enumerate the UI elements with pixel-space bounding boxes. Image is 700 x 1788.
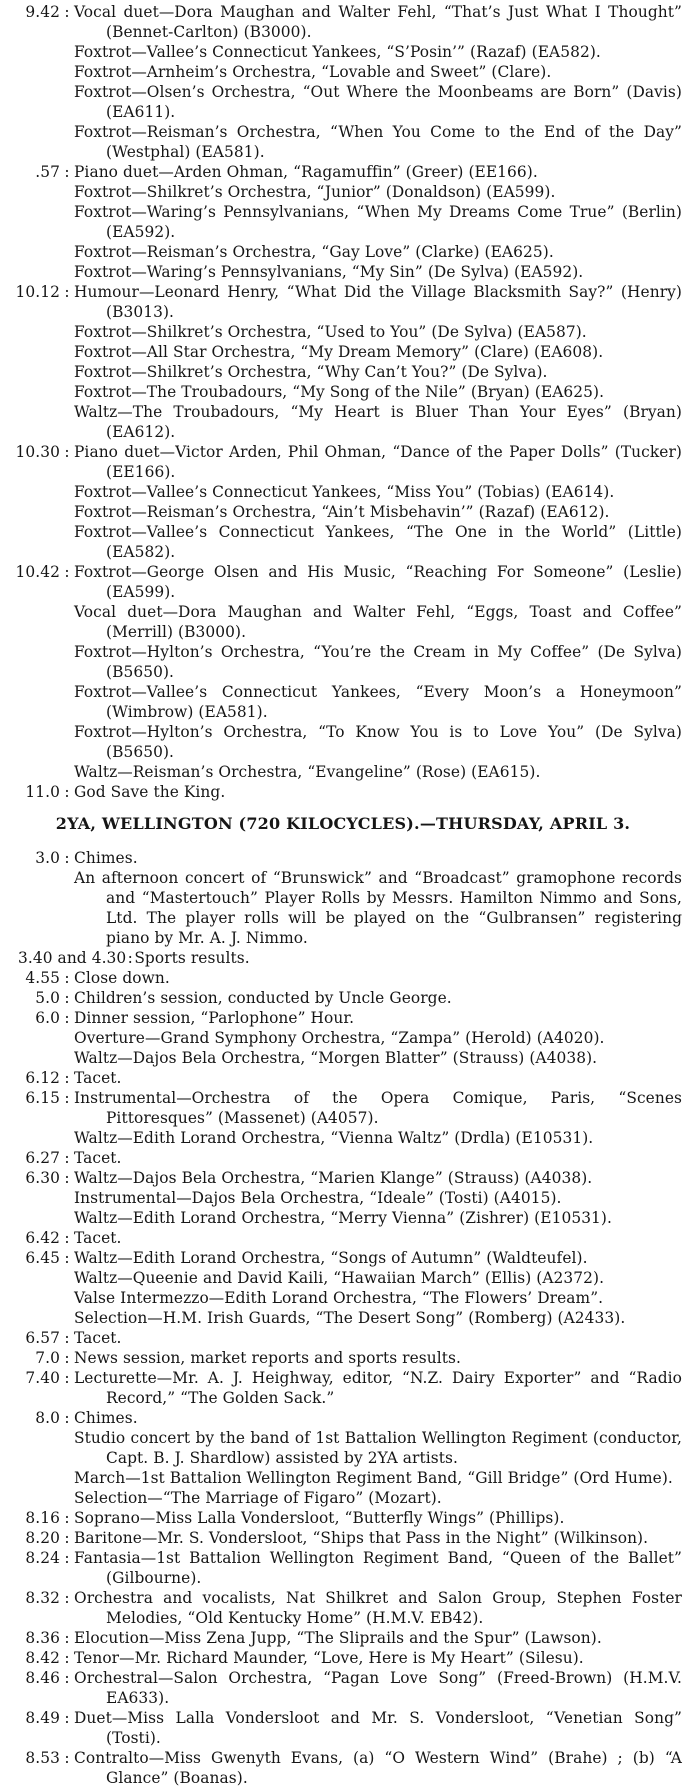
programme-entry: Selection—“The Marriage of Figaro” (Mozart). bbox=[74, 1489, 442, 1507]
slot-time: 8.32 bbox=[25, 1589, 60, 1607]
programme-entry: Sports results. bbox=[134, 949, 250, 967]
slot-time: 6.45 bbox=[25, 1249, 60, 1267]
slot-separator: : bbox=[64, 1069, 70, 1087]
slot-separator: : bbox=[64, 1629, 70, 1647]
programme-entry: Lecturette—Mr. A. J. Heighway, editor, “N.Z. Dairy Exporter” and “Radio Record,” “The Golden Sack.” bbox=[74, 1369, 682, 1407]
programme-slot bbox=[4, 1148, 682, 1168]
programme-entry: Foxtrot—Shilkret’s Orchestra, “Used to You” (De Sylva) (EA587). bbox=[74, 323, 587, 341]
slot-entries bbox=[74, 1588, 682, 1628]
programme-slot bbox=[4, 1508, 682, 1528]
programme-slot bbox=[4, 948, 682, 968]
programme-entry: Dinner session, “Parlophone” Hour. bbox=[74, 1009, 355, 1027]
slot-separator: : bbox=[64, 1509, 70, 1527]
slot-entries bbox=[134, 948, 682, 968]
programme-entry: Overture—Grand Symphony Orchestra, “Zampa” (Herold) (A4020). bbox=[74, 1029, 605, 1047]
slot-time: 8.20 bbox=[25, 1529, 60, 1547]
slot-entries bbox=[74, 1408, 682, 1508]
slot-separator: : bbox=[64, 989, 70, 1007]
slot-time: 8.42 bbox=[25, 1649, 60, 1667]
slot-separator: : bbox=[64, 783, 70, 801]
slot-separator: : bbox=[64, 849, 70, 867]
programme-slot bbox=[4, 848, 682, 948]
slot-entries bbox=[74, 1168, 682, 1228]
programme-entry: Children’s session, conducted by Uncle George. bbox=[74, 989, 452, 1007]
slot-entries bbox=[74, 282, 682, 442]
programme-entry: Waltz—Dajos Bela Orchestra, “Morgen Blatter” (Strauss) (A4038). bbox=[74, 1049, 598, 1067]
slot-time: 6.57 bbox=[25, 1329, 60, 1347]
programme-entry: Foxtrot—Arnheim’s Orchestra, “Lovable and Sweet” (Clare). bbox=[74, 63, 552, 81]
programme-slot bbox=[4, 968, 682, 988]
programme-slot bbox=[4, 162, 682, 282]
slot-separator: : bbox=[64, 283, 70, 301]
programme-entry: Humour—Leonard Henry, “What Did the Village Blacksmith Say?” (Henry) (B3013). bbox=[74, 283, 682, 321]
slot-separator: : bbox=[64, 1409, 70, 1427]
slot-separator: : bbox=[64, 563, 70, 581]
slot-separator: : bbox=[64, 1249, 70, 1267]
slot-separator: : bbox=[64, 1009, 70, 1027]
slot-time: 8.49 bbox=[25, 1709, 60, 1727]
slot-time: 11.0 bbox=[25, 783, 60, 801]
slot-time: 7.40 bbox=[25, 1369, 60, 1387]
programme-entry: Foxtrot—Shilkret’s Orchestra, “Why Can’t You?” (De Sylva). bbox=[74, 363, 548, 381]
programme-slot bbox=[4, 1368, 682, 1408]
slot-separator: : bbox=[64, 443, 70, 461]
slot-entries bbox=[74, 1368, 682, 1408]
slot-separator: : bbox=[64, 1589, 70, 1607]
programme-entry: Duet—Miss Lalla Vondersloot and Mr. S. Vondersloot, “Venetian Song” (Tosti). bbox=[74, 1709, 682, 1747]
programme-entry: Foxtrot—Hylton’s Orchestra, “To Know You is to Love You” (De Sylva) (B5650). bbox=[74, 723, 682, 761]
programme-entry: Foxtrot—Olsen’s Orchestra, “Out Where the Moonbeams are Born” (Davis) (EA611). bbox=[74, 83, 682, 121]
programme-slot bbox=[4, 1408, 682, 1508]
programme-entry: Selection—H.M. Irish Guards, “The Desert Song” (Romberg) (A2433). bbox=[74, 1309, 626, 1327]
programme-slot bbox=[4, 1748, 682, 1788]
slot-entries bbox=[74, 1548, 682, 1588]
slot-entries bbox=[74, 1148, 682, 1168]
slot-time: 8.46 bbox=[25, 1669, 60, 1687]
slot-time: 9.42 bbox=[25, 3, 60, 21]
programme-entry: Foxtrot—Waring’s Pennsylvanians, “When My Dreams Come True” (Berlin) (EA592). bbox=[74, 203, 682, 241]
slot-time: 3.40 and 4.30 bbox=[18, 949, 127, 967]
programme-entry: God Save the King. bbox=[74, 783, 226, 801]
slot-entries bbox=[74, 848, 682, 948]
slot-entries bbox=[74, 1348, 682, 1368]
slot-time: 6.27 bbox=[25, 1149, 60, 1167]
slot-time: 6.42 bbox=[25, 1229, 60, 1247]
programme-slot bbox=[4, 1528, 682, 1548]
programme-entry: Foxtrot—Reisman’s Orchestra, “When You Come to the End of the Day” (Westphal) (EA581). bbox=[74, 123, 682, 161]
slot-time: 8.36 bbox=[25, 1629, 60, 1647]
slot-entries bbox=[74, 442, 682, 562]
slot-entries bbox=[74, 1628, 682, 1648]
slot-entries bbox=[74, 162, 682, 282]
slot-separator: : bbox=[127, 949, 133, 967]
programme-entry: Waltz—Edith Lorand Orchestra, “Vienna Waltz” (Drdla) (E10531). bbox=[74, 1129, 594, 1147]
programme-entry: Soprano—Miss Lalla Vondersloot, “Butterfly Wings” (Phillips). bbox=[74, 1509, 565, 1527]
slot-entries bbox=[74, 1228, 682, 1248]
programme-entry: Piano duet—Victor Arden, Phil Ohman, “Dance of the Paper Dolls” (Tucker) (EE166). bbox=[74, 443, 682, 481]
programme-entry: Fantasia—1st Battalion Wellington Regiment Band, “Queen of the Ballet” (Gilbourne). bbox=[74, 1549, 682, 1587]
slot-separator: : bbox=[64, 1669, 70, 1687]
slot-time: 6.30 bbox=[25, 1169, 60, 1187]
slot-entries bbox=[74, 988, 682, 1008]
slot-entries bbox=[74, 1648, 682, 1668]
programme-entry: Waltz—Queenie and David Kaili, “Hawaiian March” (Ellis) (A2372). bbox=[74, 1269, 605, 1287]
slot-time: 6.15 bbox=[25, 1089, 60, 1107]
programme-entry: Foxtrot—Waring’s Pennsylvanians, “My Sin” (De Sylva) (EA592). bbox=[74, 263, 584, 281]
slot-separator: : bbox=[64, 1229, 70, 1247]
programme-entry: Studio concert by the band of 1st Battalion Wellington Regiment (conductor, Capt. B. J. Shardlow) assisted by 2YA artists. bbox=[74, 1429, 682, 1467]
programme-entry: Contralto—Miss Gwenyth Evans, (a) “O Western Wind” (Brahe) ; (b) “A Glance” (Boanas). bbox=[74, 1749, 682, 1787]
slot-entries bbox=[74, 968, 682, 988]
slot-time: 5.0 bbox=[35, 989, 60, 1007]
programme-section-2ya bbox=[4, 848, 682, 1788]
programme-slot bbox=[4, 2, 682, 162]
programme-entry: Valse Intermezzo—Edith Lorand Orchestra, “The Flowers’ Dream”. bbox=[74, 1289, 604, 1307]
programme-entry: Vocal duet—Dora Maughan and Walter Fehl, “That’s Just What I Thought” (Bennet-Carlton) (B3000). bbox=[74, 3, 682, 41]
slot-entries bbox=[74, 782, 682, 802]
slot-separator: : bbox=[64, 1529, 70, 1547]
programme-entry: Waltz—Edith Lorand Orchestra, “Merry Vienna” (Zishrer) (E10531). bbox=[74, 1209, 612, 1227]
programme-slot bbox=[4, 442, 682, 562]
slot-time: 10.30 bbox=[15, 443, 60, 461]
programme-entry: Tacet. bbox=[74, 1149, 122, 1167]
programme-slot bbox=[4, 1668, 682, 1708]
slot-separator: : bbox=[64, 1709, 70, 1727]
programme-entry: Foxtrot—Vallee’s Connecticut Yankees, “The One in the World” (Little) (EA582). bbox=[74, 523, 682, 561]
programme-entry: Waltz—The Troubadours, “My Heart is Bluer Than Your Eyes” (Bryan) (EA612). bbox=[74, 403, 682, 441]
programme-entry: Foxtrot—Shilkret’s Orchestra, “Junior” (Donaldson) (EA599). bbox=[74, 183, 556, 201]
station-heading: 2YA, WELLINGTON (720 KILOCYCLES).—THURSDAY, APRIL 3. bbox=[55, 814, 631, 833]
programme-entry: Elocution—Miss Zena Jupp, “The Sliprails and the Spur” (Lawson). bbox=[74, 1629, 602, 1647]
slot-entries bbox=[74, 1708, 682, 1748]
programme-entry: Tenor—Mr. Richard Maunder, “Love, Here is My Heart” (Silesu). bbox=[74, 1649, 584, 1667]
slot-entries bbox=[74, 1008, 682, 1068]
slot-separator: : bbox=[64, 1749, 70, 1767]
programme-entry: Piano duet—Arden Ohman, “Ragamuffin” (Greer) (EE166). bbox=[74, 163, 538, 181]
slot-separator: : bbox=[64, 969, 70, 987]
slot-entries bbox=[74, 1328, 682, 1348]
programme-slot bbox=[4, 562, 682, 782]
programme-entry: Foxtrot—Reisman’s Orchestra, “Ain’t Misbehavin’” (Razaf) (EA612). bbox=[74, 503, 610, 521]
slot-time: 8.53 bbox=[25, 1749, 60, 1767]
programme-entry: Foxtrot—Reisman’s Orchestra, “Gay Love” (Clarke) (EA625). bbox=[74, 243, 554, 261]
slot-time: 4.55 bbox=[25, 969, 60, 987]
slot-time: 10.12 bbox=[15, 283, 60, 301]
programme-entry: Waltz—Edith Lorand Orchestra, “Songs of Autumn” (Waldteufel). bbox=[74, 1249, 588, 1267]
programme-entry: Waltz—Dajos Bela Orchestra, “Marien Klange” (Strauss) (A4038). bbox=[74, 1169, 593, 1187]
slot-entries bbox=[74, 1528, 682, 1548]
programme-entry: Tacet. bbox=[74, 1069, 122, 1087]
programme-slot bbox=[4, 1348, 682, 1368]
programme-slot bbox=[4, 1708, 682, 1748]
programme-entry: Tacet. bbox=[74, 1229, 122, 1247]
programme-entry: Orchestra and vocalists, Nat Shilkret and Salon Group, Stephen Foster Melodies, “Old Kentucky Home” (H.M.V. EB42). bbox=[74, 1589, 682, 1627]
programme-slot bbox=[4, 282, 682, 442]
programme-entry: News session, market reports and sports results. bbox=[74, 1349, 461, 1367]
programme-section-evening bbox=[4, 2, 682, 802]
programme-entry: Foxtrot—George Olsen and His Music, “Reaching For Someone” (Leslie) (EA599). bbox=[74, 563, 682, 601]
slot-entries bbox=[74, 1248, 682, 1328]
programme-entry: Foxtrot—Vallee’s Connecticut Yankees, “S’Posin’” (Razaf) (EA582). bbox=[74, 43, 601, 61]
slot-time: 8.24 bbox=[25, 1549, 60, 1567]
slot-separator: : bbox=[64, 1549, 70, 1567]
programme-entry: Instrumental—Orchestra of the Opera Comique, Paris, “Scenes Pittoresques” (Massenet) (A4057). bbox=[74, 1089, 682, 1127]
programme-entry: Orchestral—Salon Orchestra, “Pagan Love Song” (Freed-Brown) (H.M.V. EA633). bbox=[74, 1669, 682, 1707]
programme-slot bbox=[4, 1088, 682, 1148]
programme-slot bbox=[4, 1228, 682, 1248]
slot-separator: : bbox=[64, 1149, 70, 1167]
programme-entry: Foxtrot—Vallee’s Connecticut Yankees, “Every Moon’s a Honeymoon” (Wimbrow) (EA581). bbox=[74, 683, 682, 721]
programme-entry: Waltz—Reisman’s Orchestra, “Evangeline” (Rose) (EA615). bbox=[74, 763, 541, 781]
slot-time: 3.0 bbox=[35, 849, 60, 867]
slot-time: .57 bbox=[35, 163, 60, 181]
programme-entry: Instrumental—Dajos Bela Orchestra, “Ideale” (Tosti) (A4015). bbox=[74, 1189, 562, 1207]
programme-slot bbox=[4, 1248, 682, 1328]
slot-separator: : bbox=[64, 1089, 70, 1107]
slot-time: 8.16 bbox=[25, 1509, 60, 1527]
programme-entry: Vocal duet—Dora Maughan and Walter Fehl, “Eggs, Toast and Coffee” (Merrill) (B3000). bbox=[74, 603, 682, 641]
programme-slot bbox=[4, 1168, 682, 1228]
programme-entry: Chimes. bbox=[74, 849, 138, 867]
slot-entries bbox=[74, 1088, 682, 1148]
programme-entry: Foxtrot—Hylton’s Orchestra, “You’re the Cream in My Coffee” (De Sylva) (B5650). bbox=[74, 643, 682, 681]
slot-separator: : bbox=[64, 1329, 70, 1347]
programme-slot bbox=[4, 988, 682, 1008]
programme-slot bbox=[4, 1068, 682, 1088]
slot-time: 6.0 bbox=[35, 1009, 60, 1027]
programme-slot bbox=[4, 1628, 682, 1648]
slot-entries bbox=[74, 562, 682, 782]
slot-time: 10.42 bbox=[15, 563, 60, 581]
programme-entry: An afternoon concert of “Brunswick” and “Broadcast” gramophone records and “Mastertouch” Player Rolls by Messrs. Hamilton Nimmo and Sons, Ltd. The player rolls will be played on the “Gulbransen” registering piano by Mr. A. J. Nimmo. bbox=[74, 869, 682, 947]
programme-entry: Baritone—Mr. S. Vondersloot, “Ships that Pass in the Night” (Wilkinson). bbox=[74, 1529, 649, 1547]
programme-slot bbox=[4, 1548, 682, 1588]
programme-entry: Close down. bbox=[74, 969, 170, 987]
slot-time: 8.0 bbox=[35, 1409, 60, 1427]
slot-separator: : bbox=[64, 3, 70, 21]
programme-entry: Foxtrot—The Troubadours, “My Song of the Nile” (Bryan) (EA625). bbox=[74, 383, 605, 401]
slot-separator: : bbox=[64, 163, 70, 181]
slot-entries bbox=[74, 1668, 682, 1708]
programme-slot bbox=[4, 1328, 682, 1348]
programme-entry: Foxtrot—Vallee’s Connecticut Yankees, “Miss You” (Tobias) (EA614). bbox=[74, 483, 615, 501]
slot-separator: : bbox=[64, 1369, 70, 1387]
slot-separator: : bbox=[64, 1349, 70, 1367]
slot-entries bbox=[74, 1068, 682, 1088]
programme-entry: Tacet. bbox=[74, 1329, 122, 1347]
programme-entry: March—1st Battalion Wellington Regiment Band, “Gill Bridge” (Ord Hume). bbox=[74, 1469, 673, 1487]
slot-entries bbox=[74, 2, 682, 162]
programme-slot bbox=[4, 1008, 682, 1068]
slot-entries bbox=[74, 1748, 682, 1788]
programme-entry: Foxtrot—All Star Orchestra, “My Dream Memory” (Clare) (EA608). bbox=[74, 343, 604, 361]
slot-separator: : bbox=[64, 1169, 70, 1187]
programme-slot bbox=[4, 1648, 682, 1668]
slot-entries bbox=[74, 1508, 682, 1528]
slot-time: 7.0 bbox=[35, 1349, 60, 1367]
slot-time: 6.12 bbox=[25, 1069, 60, 1087]
slot-separator: : bbox=[64, 1649, 70, 1667]
programme-slot bbox=[4, 782, 682, 802]
programme-slot bbox=[4, 1588, 682, 1628]
programme-entry: Chimes. bbox=[74, 1409, 138, 1427]
